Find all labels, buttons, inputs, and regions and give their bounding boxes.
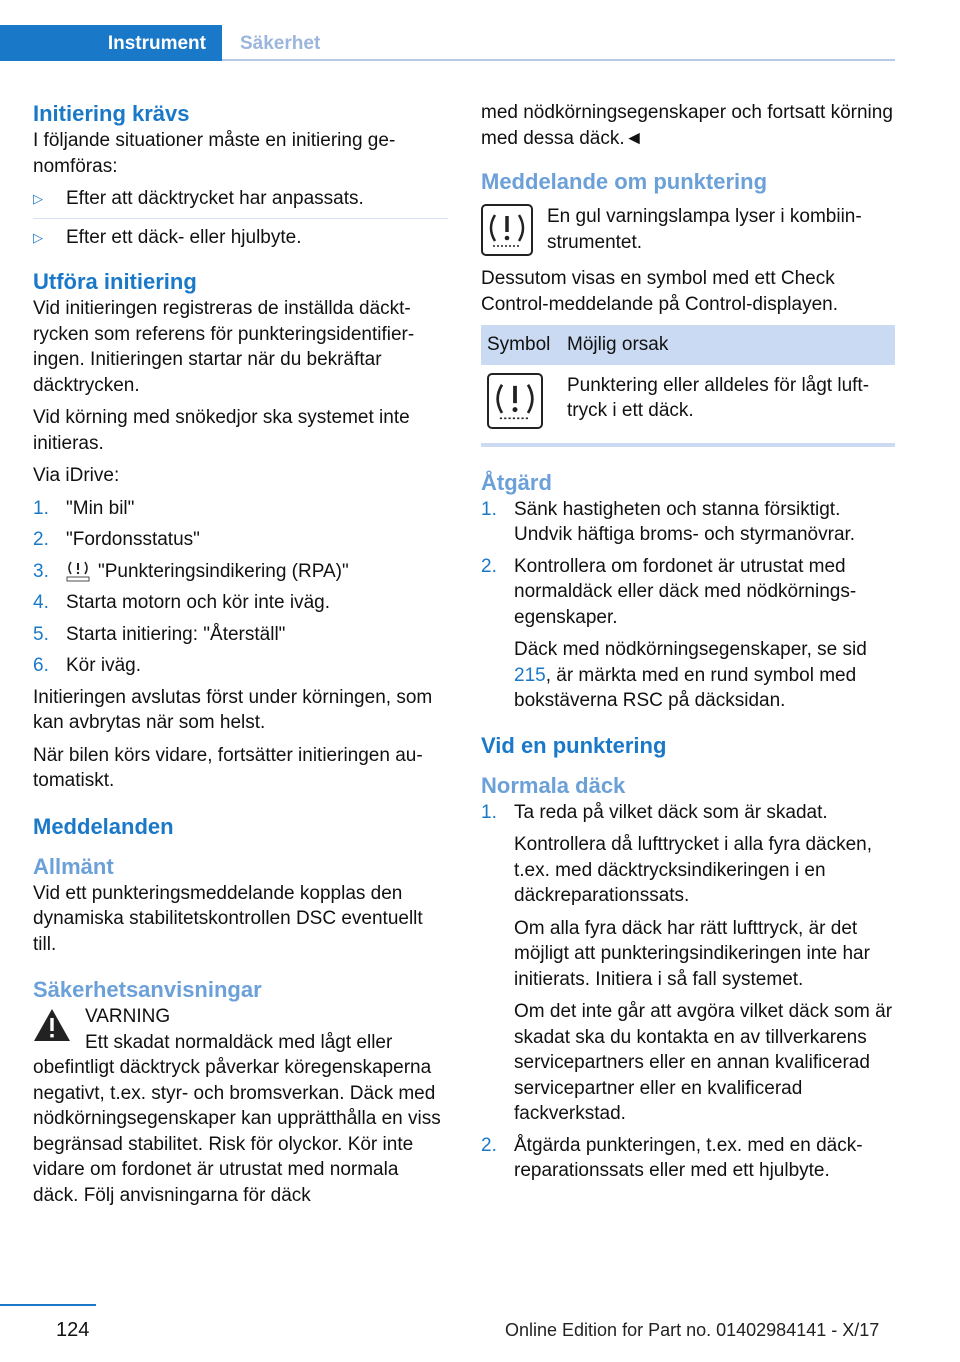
tab-sakerhet[interactable]: Säkerhet: [240, 33, 321, 54]
heading-perform-init: Utföra initiering: [33, 269, 197, 294]
heading-normal-tires: Normala däck: [481, 772, 626, 798]
warning-text-2: obefintligt däcktryck påverkar köregenskaperna negativt, t.ex. styr- och bromsverkan. Däck med nödkörningsegenskaper kan upprätthålla en viss begränsad stabilitet. Risk för olyckor. Kör inte vidare om fordonet är utrustat med normala däck. Följ anvisningarna för däck: [33, 1057, 441, 1206]
heading-puncture-message: Meddelande om punktering: [481, 169, 768, 194]
list-item: 5. Starta initiering: "Återställ": [33, 623, 286, 645]
list-item: 4. Starta motorn och kör inte iväg.: [33, 592, 331, 613]
triangle-bullet-icon: ▷: [33, 229, 43, 245]
tire-pressure-symbol-icon: [487, 373, 543, 429]
edition-info: Online Edition for Part no. 01402984141 - X/17: [505, 1320, 880, 1340]
list-item: 1. Ta reda på vilket däck som är skadat. Kontrollera då lufttrycket i alla fyra däcken, t.ex. med däcktrycksindikeringen i en däckreparationssats. Om alla fyra däck har rätt lufttryck, är det möjligt att punkteringsindikeringen inte har initierats. Initiera i så fall systemet. Om det inte går att avgöra vilket däck som är skadat ska du kontakta en av tillverkarens servicepartners eller en annan kvalificerad servicepartner eller en kvalificerad fackverkstad.: [481, 800, 895, 1127]
warning-lamp-row: [481, 204, 895, 256]
warning-text-1: Ett skadat normaldäck med lågt eller: [85, 1031, 393, 1053]
para-perform-1: Vid initieringen registreras de inställda däcktrycken som referens för punkteringsidentifieringen. Initieringen startar när du bekräftar däcktrycken.: [33, 298, 415, 396]
normal-tire-steps: [481, 800, 895, 1184]
table-cell-cause: Punktering eller alldeles för lågt lufttryck i ett däck.: [567, 374, 870, 421]
page-number: 124: [56, 1319, 90, 1341]
list-item: 1. Sänk hastigheten och stanna försiktigt. Undvik häftiga broms- och styrmanövrar.: [481, 498, 856, 545]
action-note: Däck med nödkörningsegenskaper, se sid 215, är märkta med en rund symbol med bokstäverna RSC på däcksidan.: [514, 639, 867, 711]
list-item: 2. Kontrollera om fordonet är utrustat med normaldäck eller däck med nödkörningsegenskaper. Däck med nödkörningsegenskaper, se sid 215, är märkta med en rund symbol med bokstäverna RSC på däcksidan.: [481, 554, 895, 714]
heading-init-required: Initiering krävs: [33, 101, 190, 126]
normal-para-3: Om det inte går att avgöra vilket däck som är skadat ska du kontakta en av tillverkarens servicepartners eller en annan kvalificerad servicepartner eller en kvalificerad fackverkstad.: [514, 1001, 893, 1124]
tire-pressure-warning-icon: [481, 204, 533, 256]
right-column: [481, 100, 895, 1190]
para-continued: med nödkörningsegenskaper och fortsatt körning med dessa däck.◄: [481, 102, 893, 149]
triangle-bullet-icon: ▷: [33, 191, 43, 206]
table-header-row: [481, 325, 895, 365]
table-row: [481, 365, 895, 437]
tab-underline: [222, 59, 895, 61]
list-item: 6. Kör iväg.: [33, 655, 141, 676]
col-header-symbol: Symbol: [481, 325, 561, 365]
heading-safety: Säkerhetsanvisningar: [33, 977, 262, 1002]
idrive-steps: [33, 496, 448, 679]
heading-on-puncture: Vid en punktering: [481, 732, 667, 758]
para-check-control: Dessutom visas en symbol med ett Check Control-meddelande på Control-displayen.: [481, 268, 838, 315]
heading-general: Allmänt: [33, 853, 114, 879]
tab-instrument[interactable]: [0, 25, 222, 61]
tab-instrument-label: Instrument: [107, 33, 206, 54]
tire-reset-icon: [66, 560, 90, 582]
list-item: ▷ Efter att däcktrycket har anpassats.: [33, 186, 448, 212]
footer-rule: [0, 1304, 96, 1306]
warning-triangle-icon: [33, 1007, 71, 1043]
heading-messages: Meddelanden: [33, 813, 174, 839]
left-column: [33, 100, 448, 1215]
warning-label: VARNING: [85, 1006, 171, 1027]
header-tabs: [0, 25, 895, 61]
normal-para-2: Om alla fyra däck har rätt lufttryck, är det möjligt att punkteringsindikeringen inte har initierats. Initiera i så fall systemet.: [514, 917, 870, 990]
list-item: 1. "Min bil": [33, 497, 135, 519]
warning-block: [33, 1004, 448, 1055]
para-general: Vid ett punkteringsmeddelande kopplas den dynamiska stabilitetskontrollen DSC eventuellt till.: [33, 882, 423, 955]
divider: [33, 218, 448, 219]
page-link-215[interactable]: 215: [514, 664, 546, 686]
para-init-required: I följande situationer måste en initiering genomföras:: [33, 130, 396, 177]
normal-para-1: Kontrollera då lufttrycket i alla fyra däcken, t.ex. med däcktrycksindikeringen i en däckreparationssats.: [514, 834, 873, 906]
para-perform-2: Vid körning med snökedjor ska systemet inte initieras.: [33, 407, 410, 454]
action-steps: [481, 497, 895, 714]
list-item: 3. "Punkteringsindikering (RPA)": [33, 560, 349, 582]
list-item: 2. "Fordonsstatus": [33, 529, 200, 550]
list-item: ▷ Efter ett däck- eller hjulbyte.: [33, 225, 448, 251]
para-lamp: En gul varningslampa lyser i kombiinstrumentet.: [547, 206, 862, 253]
col-header-cause: Möjlig orsak: [561, 325, 895, 365]
para-after-2: När bilen körs vidare, fortsätter initieringen automatiskt.: [33, 744, 423, 791]
heading-action: Åtgärd: [481, 469, 552, 495]
symbol-table: [481, 325, 895, 437]
list-item: 2. Åtgärda punkteringen, t.ex. med en däckreparationssats eller med ett hjulbyte.: [481, 1134, 863, 1181]
para-after-1: Initieringen avslutas först under körningen, som kan avbrytas när som helst.: [33, 686, 433, 733]
para-perform-3: Via iDrive:: [33, 465, 120, 486]
init-conditions-list: [33, 186, 448, 250]
